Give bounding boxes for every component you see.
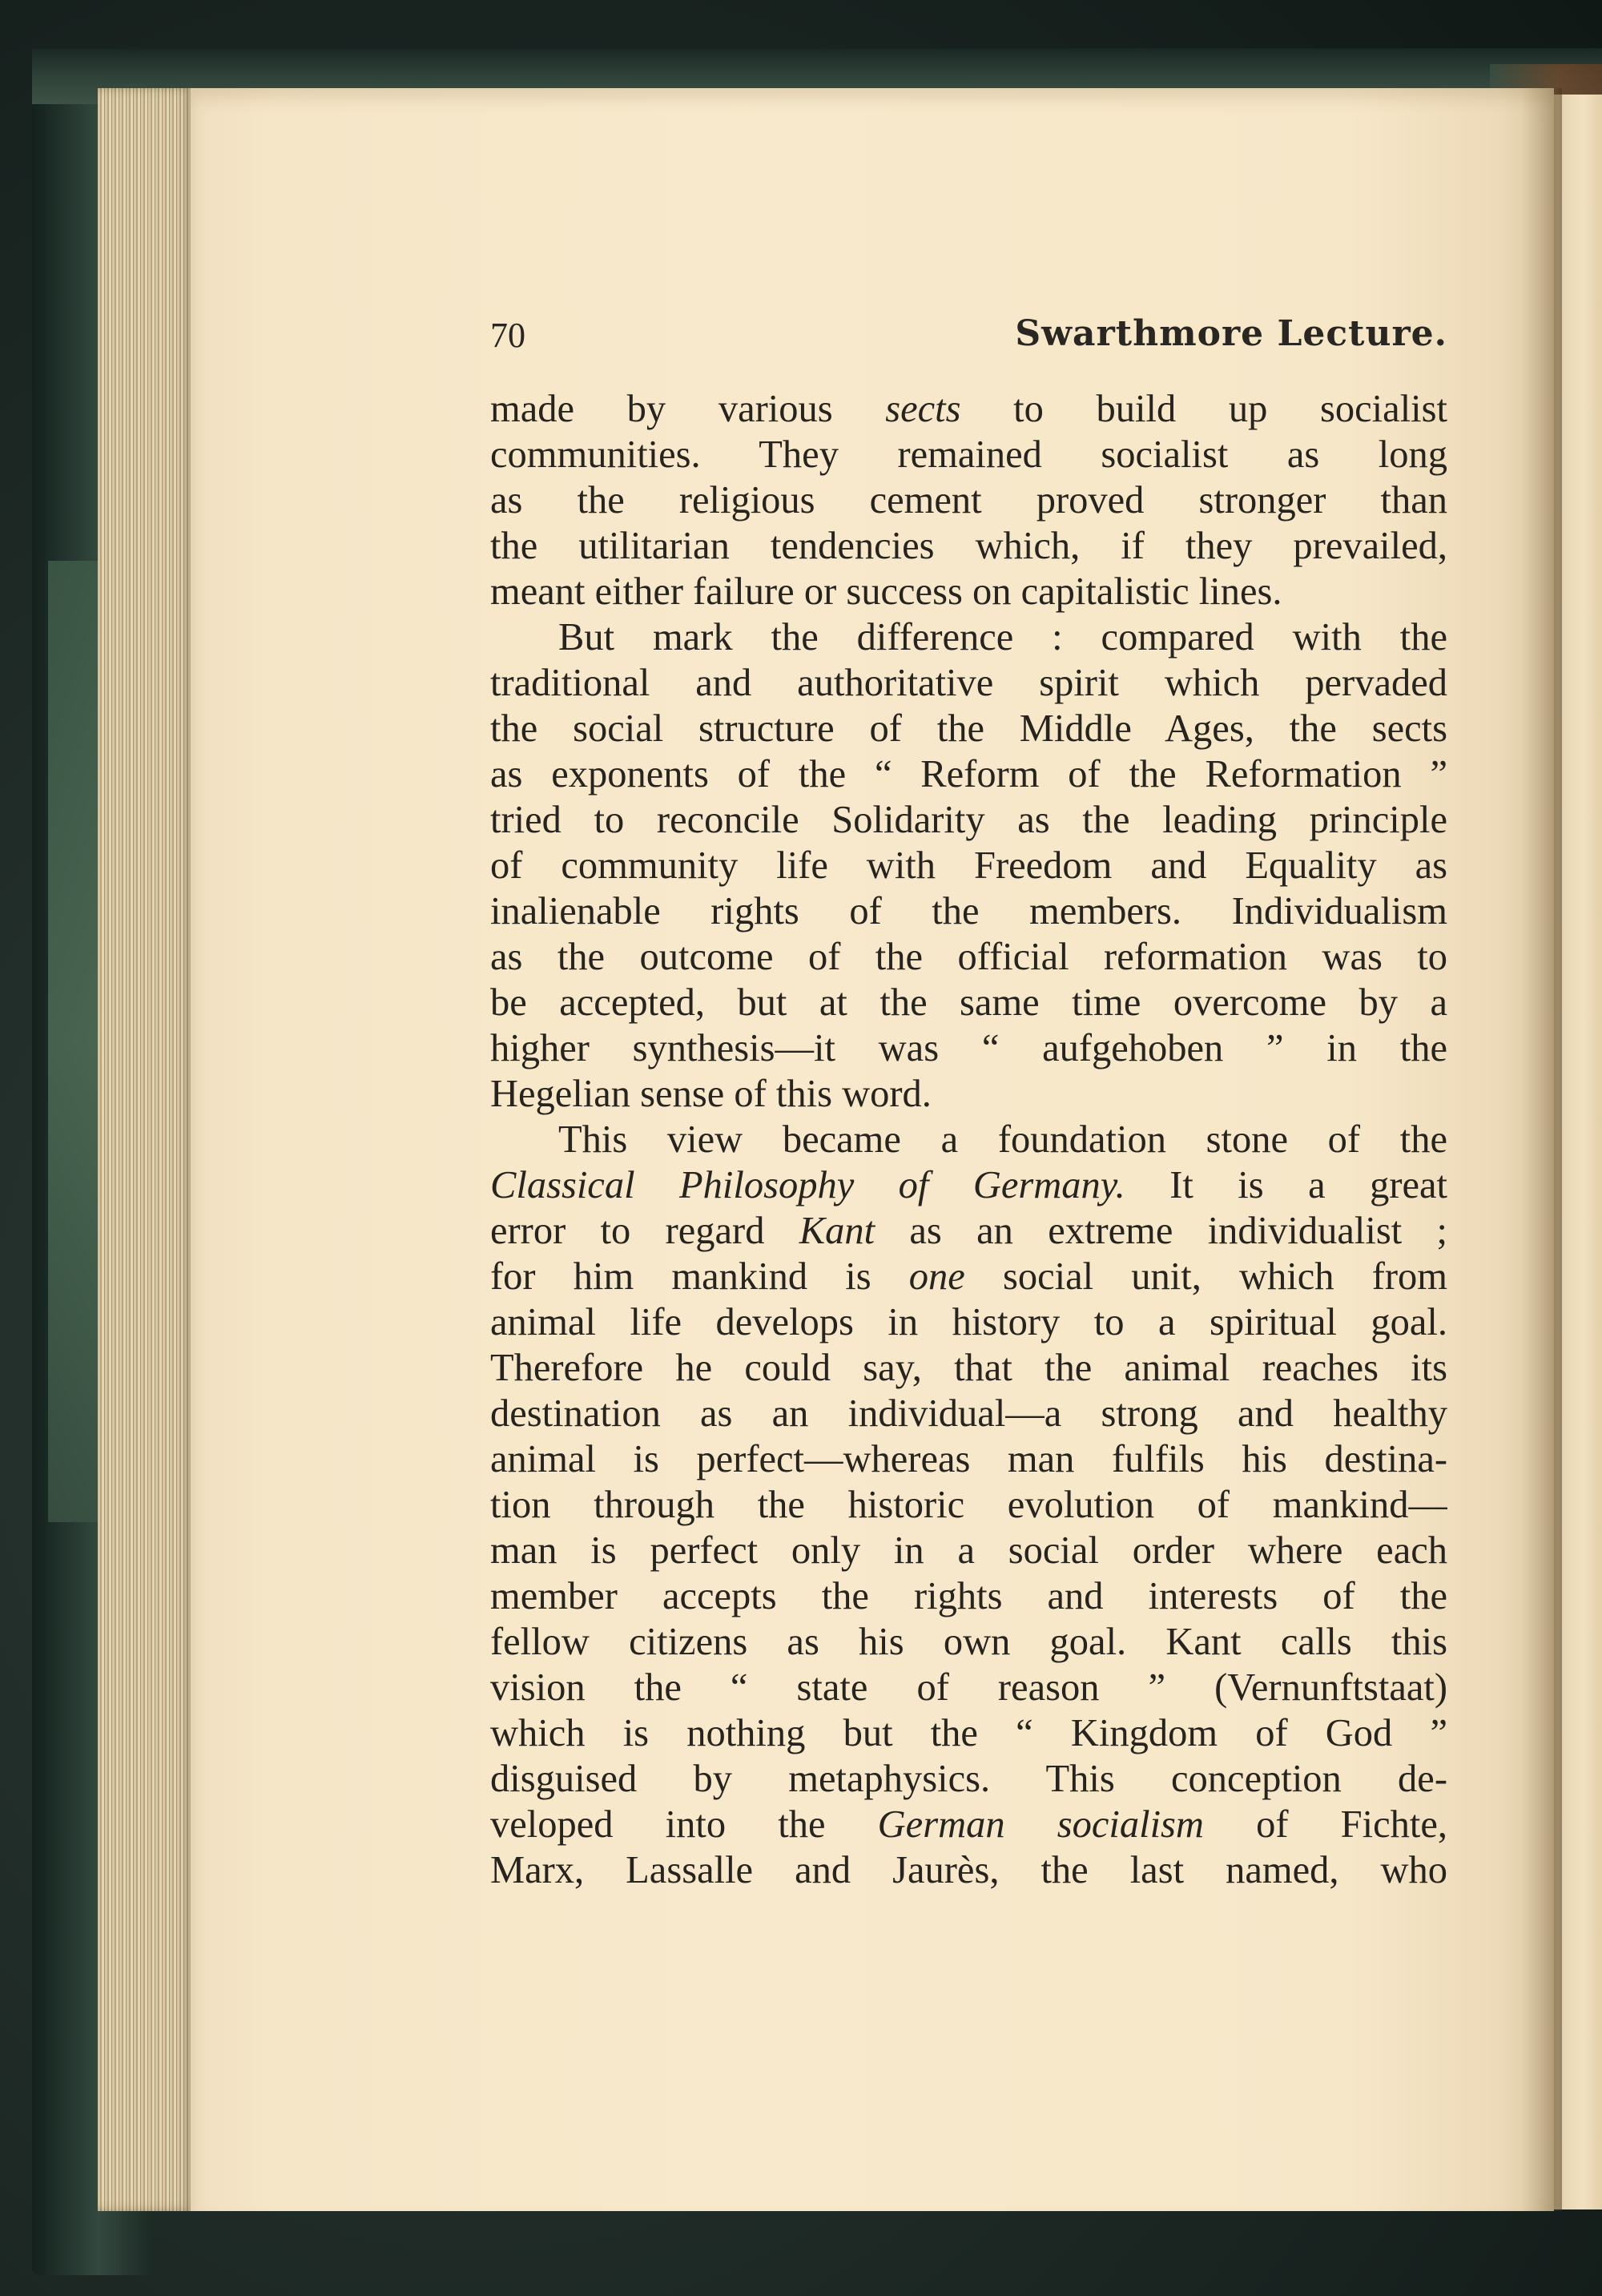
text-segment: But mark the difference : compared with the: [558, 616, 1447, 659]
text-segment: as the religious cement proved stronger than: [490, 479, 1447, 522]
text-line: [490, 386, 1447, 432]
text-line: [490, 888, 1447, 934]
text-segment: inalienable rights of the members. Individualism: [490, 890, 1447, 932]
text-line: [490, 1528, 1447, 1573]
text-segment: animal is perfect—whereas man fulfils his destina-: [490, 1438, 1447, 1480]
text-line: [490, 660, 1447, 706]
text-line: [490, 1208, 1447, 1254]
text-line: [490, 1436, 1447, 1482]
running-head: [490, 314, 1447, 362]
page-edges-stack: [98, 88, 194, 2211]
text-segment: as the outcome of the official reformation was to: [490, 936, 1447, 978]
page-number: 70: [490, 316, 525, 355]
text-segment: Therefore he could say, that the animal reaches its: [490, 1347, 1447, 1389]
text-line: [490, 1299, 1447, 1345]
text-line: [490, 751, 1447, 797]
text-segment: made by various: [490, 388, 886, 430]
italic-text: sects: [885, 388, 961, 430]
text-line: [490, 477, 1447, 523]
text-segment: vision the “ state of reason ” (Vernunftstaat): [490, 1666, 1447, 1709]
text-line: [490, 934, 1447, 980]
text-segment: fellow citizens as his own goal. Kant calls this: [490, 1621, 1447, 1663]
text-line: [490, 1619, 1447, 1665]
text-line: [490, 1345, 1447, 1391]
text-line: [490, 1162, 1447, 1208]
text-segment: the utilitarian tendencies which, if they prevailed,: [490, 525, 1447, 567]
text-segment: as an extreme individualist ;: [875, 1210, 1447, 1252]
text-segment: as exponents of the “ Reform of the Reformation ”: [490, 753, 1447, 796]
text-line: [490, 1482, 1447, 1528]
text-segment: veloped into the: [490, 1803, 878, 1846]
gutter-shadow: [1522, 88, 1562, 2211]
running-title: Swarthmore Lecture.: [1015, 313, 1447, 354]
text-segment: of Fichte,: [1203, 1803, 1447, 1846]
text-segment: tion through the historic evolution of mankind—: [490, 1484, 1447, 1526]
text-line: [490, 614, 1447, 660]
text-line: [490, 1665, 1447, 1710]
text-line: [490, 1756, 1447, 1802]
text-line: [490, 1391, 1447, 1436]
text-segment: This view became a foundation stone of the: [558, 1118, 1447, 1161]
text-line: [490, 1802, 1447, 1847]
text-segment: higher synthesis—it was “ aufgehoben ” in the: [490, 1027, 1447, 1069]
text-segment: which is nothing but the “ Kingdom of God ”: [490, 1712, 1447, 1754]
text-line: [490, 1573, 1447, 1619]
book-cover-cloth-band: [48, 561, 104, 1522]
text-line: [490, 706, 1447, 751]
text-line: [490, 1847, 1447, 1893]
text-segment: for him mankind is: [490, 1255, 909, 1298]
text-segment: be accepted, but at the same time overcome by a: [490, 981, 1447, 1024]
text-segment: social unit, which from: [964, 1255, 1447, 1298]
text-segment: communities. They remained socialist as long: [490, 433, 1447, 476]
text-segment: error to regard: [490, 1210, 799, 1252]
italic-text: Classical Philosophy of Germany.: [490, 1164, 1125, 1206]
text-segment: man is perfect only in a social order where each: [490, 1529, 1447, 1572]
text-line: [490, 843, 1447, 888]
text-line: [490, 1117, 1447, 1162]
text-segment: Marx, Lassalle and Jaurès, the last named, who: [490, 1849, 1447, 1891]
text-line: [490, 1071, 1447, 1117]
text-segment: animal life develops in history to a spiritual goal.: [490, 1301, 1447, 1343]
text-line: [490, 797, 1447, 843]
text-segment: the social structure of the Middle Ages, the sects: [490, 707, 1447, 750]
italic-text: Kant: [799, 1210, 875, 1252]
text-segment: of community life with Freedom and Equality as: [490, 844, 1447, 887]
text-segment: to build up socialist: [960, 388, 1447, 430]
text-segment: member accepts the rights and interests of the: [490, 1575, 1447, 1617]
text-line: [490, 1025, 1447, 1071]
text-segment: It is a great: [1125, 1164, 1447, 1206]
italic-text: German socialism: [877, 1803, 1204, 1846]
text-segment: destination as an individual—a strong and healthy: [490, 1392, 1447, 1435]
text-segment: Hegelian sense of this word.: [490, 1073, 932, 1115]
body-text: [490, 386, 1447, 1893]
text-line: [490, 569, 1447, 614]
italic-text: one: [908, 1255, 965, 1298]
text-segment: disguised by metaphysics. This conception de-: [490, 1758, 1447, 1800]
text-line: [490, 980, 1447, 1025]
text-line: [490, 523, 1447, 569]
text-line: [490, 432, 1447, 477]
text-segment: meant either failure or success on capitalistic lines.: [490, 570, 1282, 613]
text-segment: tried to reconcile Solidarity as the leading principle: [490, 799, 1447, 841]
text-line: [490, 1710, 1447, 1756]
text-segment: traditional and authoritative spirit which pervaded: [490, 662, 1447, 704]
text-line: [490, 1254, 1447, 1299]
